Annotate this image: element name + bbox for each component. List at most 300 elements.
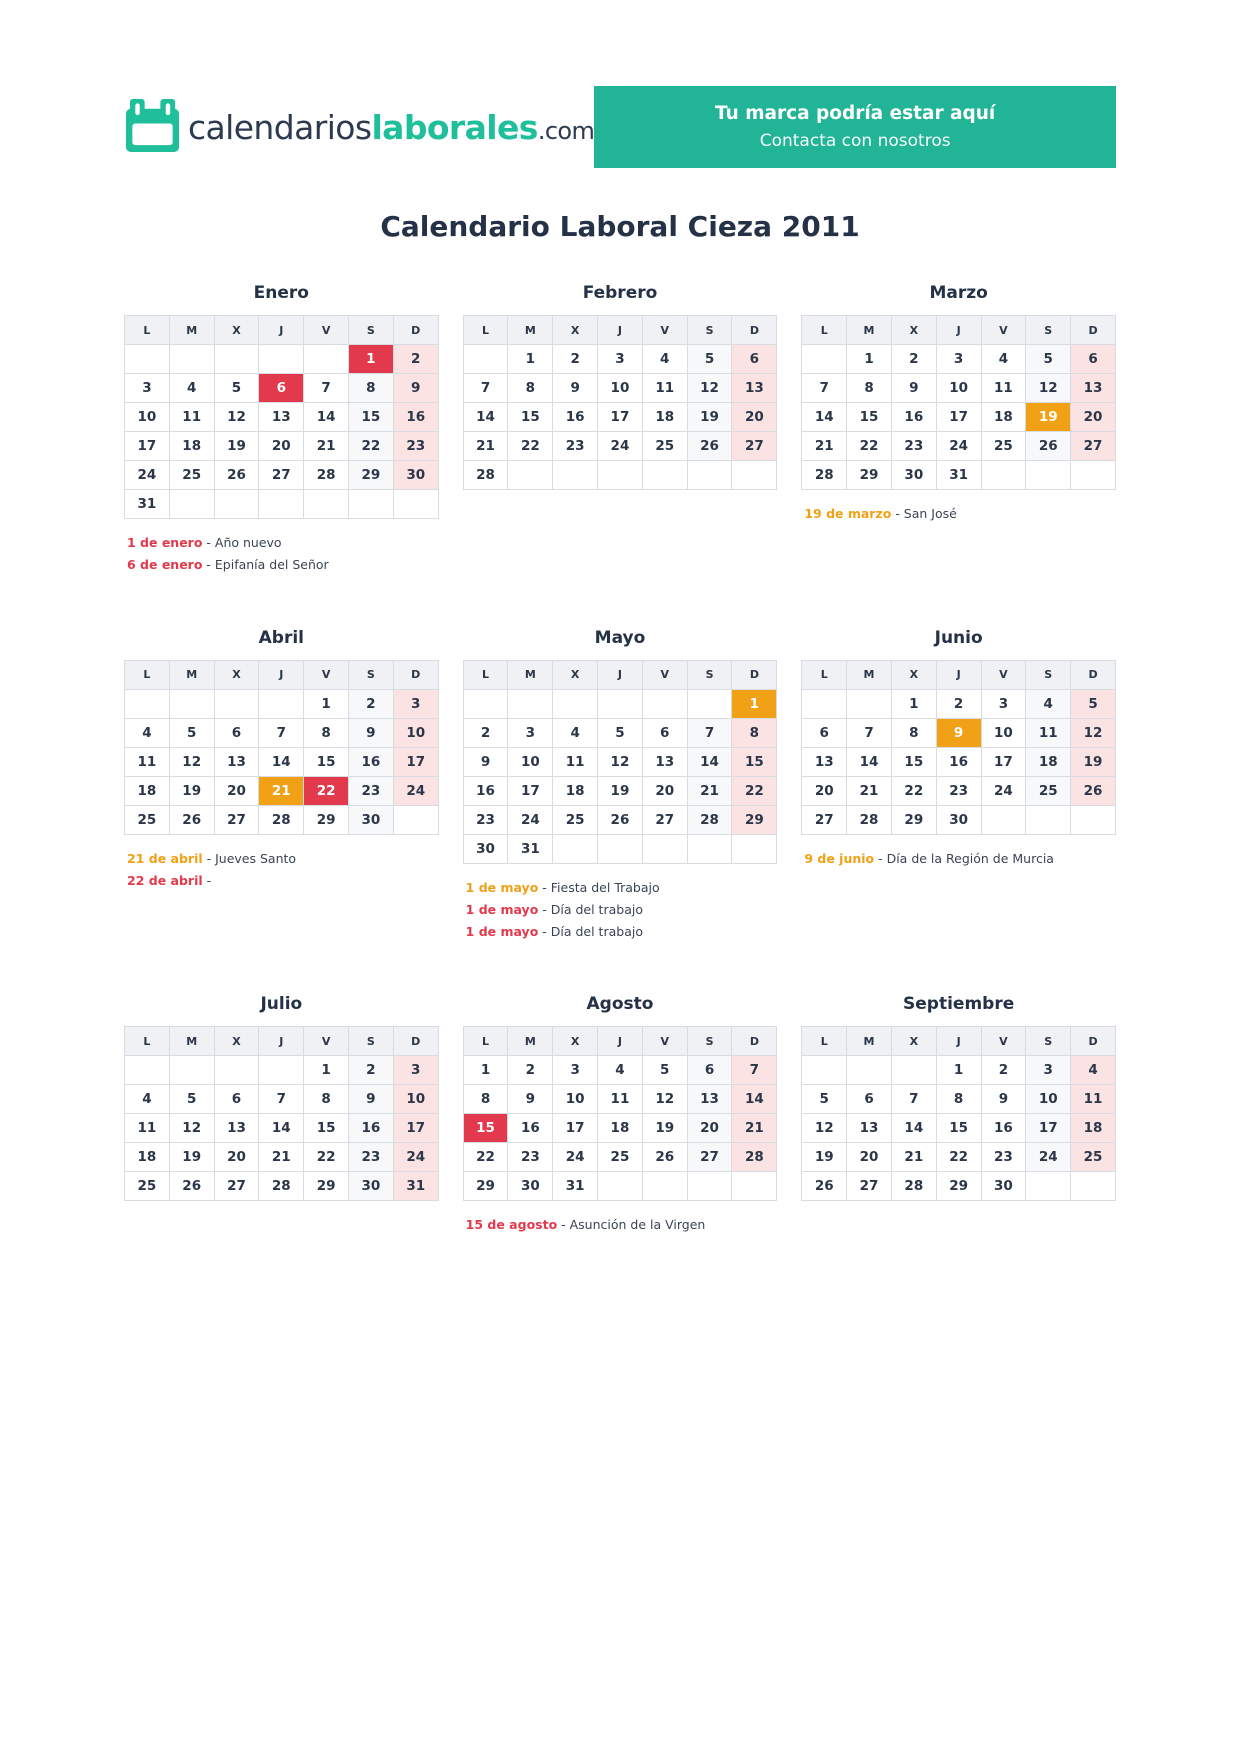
week-row bbox=[463, 805, 777, 834]
empty-day-cell bbox=[214, 689, 259, 718]
holiday-note: 1 de mayo - Día del trabajo bbox=[465, 901, 643, 917]
week-row bbox=[125, 1114, 439, 1143]
day-cell: 10 bbox=[553, 1085, 598, 1114]
day-cell: 27 bbox=[687, 1143, 732, 1172]
day-cell: 28 bbox=[259, 1172, 304, 1201]
day-cell: 1 bbox=[463, 1056, 508, 1085]
day-cell: 20 bbox=[732, 403, 777, 432]
empty-day-cell bbox=[598, 461, 643, 490]
week-row bbox=[125, 689, 439, 718]
day-cell: 12 bbox=[687, 374, 732, 403]
day-cell: 20 bbox=[1071, 403, 1116, 432]
day-cell: 9 bbox=[463, 747, 508, 776]
day-cell: 30 bbox=[393, 461, 438, 490]
day-cell: 27 bbox=[802, 805, 847, 834]
week-row bbox=[463, 461, 777, 490]
day-cell: 13 bbox=[802, 747, 847, 776]
day-cell: 9 bbox=[981, 1085, 1026, 1114]
day-cell: 30 bbox=[508, 1172, 553, 1201]
empty-day-cell bbox=[259, 345, 304, 374]
empty-day-cell bbox=[847, 1056, 892, 1085]
holiday-note-date: 19 de marzo bbox=[804, 506, 892, 521]
week-row bbox=[125, 374, 439, 403]
day-cell: 19 bbox=[687, 403, 732, 432]
month-block bbox=[801, 283, 1116, 525]
week-row bbox=[125, 345, 439, 374]
holiday-note-date: 1 de mayo bbox=[465, 923, 539, 939]
week-row bbox=[463, 776, 777, 805]
empty-day-cell bbox=[642, 834, 687, 863]
holiday-note-date: 1 de enero bbox=[127, 535, 203, 550]
day-cell: 31 bbox=[125, 490, 170, 519]
week-row bbox=[125, 432, 439, 461]
empty-day-cell bbox=[598, 834, 643, 863]
week-row bbox=[463, 718, 777, 747]
holiday-note: 19 de marzo - San José bbox=[804, 506, 957, 521]
day-header-row bbox=[463, 316, 777, 345]
day-cell: 10 bbox=[1026, 1085, 1071, 1114]
day-cell: 11 bbox=[598, 1085, 643, 1114]
empty-day-cell bbox=[169, 345, 214, 374]
day-cell: 21 bbox=[687, 776, 732, 805]
day-header-cell: S bbox=[1026, 1027, 1071, 1056]
day-cell: 6 bbox=[687, 1056, 732, 1085]
holiday-note: 1 de enero - Año nuevo bbox=[127, 535, 282, 550]
week-row bbox=[463, 1114, 777, 1143]
month-notes bbox=[463, 877, 778, 943]
day-cell: 29 bbox=[936, 1172, 981, 1201]
day-cell: 7 bbox=[463, 374, 508, 403]
day-header-cell: J bbox=[598, 316, 643, 345]
month-block bbox=[801, 994, 1116, 1214]
holiday-note-date: 6 de enero bbox=[127, 556, 203, 572]
logo-link[interactable] bbox=[124, 97, 594, 158]
empty-day-cell bbox=[642, 689, 687, 718]
day-header-cell: V bbox=[642, 1027, 687, 1056]
day-cell: 10 bbox=[393, 718, 438, 747]
day-cell: 31 bbox=[936, 461, 981, 490]
day-cell: 5 bbox=[1071, 689, 1116, 718]
month-block bbox=[124, 994, 439, 1214]
day-cell: 23 bbox=[348, 1143, 393, 1172]
day-cell: 18 bbox=[1026, 747, 1071, 776]
month-notes bbox=[124, 848, 439, 892]
month-notes bbox=[463, 1214, 778, 1236]
day-cell: 26 bbox=[642, 1143, 687, 1172]
day-cell: 16 bbox=[348, 747, 393, 776]
day-cell: 3 bbox=[981, 689, 1026, 718]
day-cell: 6 bbox=[1071, 345, 1116, 374]
day-cell: 30 bbox=[348, 1172, 393, 1201]
week-row bbox=[802, 403, 1116, 432]
week-row bbox=[125, 1085, 439, 1114]
day-cell: 10 bbox=[125, 403, 170, 432]
day-header-cell: L bbox=[125, 1027, 170, 1056]
day-cell: 15 bbox=[508, 403, 553, 432]
empty-day-cell bbox=[553, 834, 598, 863]
empty-day-cell bbox=[642, 1172, 687, 1201]
day-cell: 4 bbox=[125, 1085, 170, 1114]
day-header-cell: D bbox=[732, 660, 777, 689]
month-calendar bbox=[124, 315, 439, 519]
day-cell: 3 bbox=[125, 374, 170, 403]
day-cell: 28 bbox=[802, 461, 847, 490]
day-cell: 14 bbox=[687, 747, 732, 776]
day-cell: 8 bbox=[304, 1085, 349, 1114]
day-header-cell: J bbox=[598, 660, 643, 689]
day-cell: 19 bbox=[169, 1143, 214, 1172]
day-cell: 19 bbox=[642, 1114, 687, 1143]
day-cell: 25 bbox=[598, 1143, 643, 1172]
week-row bbox=[802, 1172, 1116, 1201]
month-title: Julio bbox=[260, 994, 303, 1015]
week-row bbox=[802, 1114, 1116, 1143]
day-cell: 16 bbox=[348, 1114, 393, 1143]
day-cell: 10 bbox=[393, 1085, 438, 1114]
day-cell: 18 bbox=[125, 1143, 170, 1172]
day-cell: 27 bbox=[1071, 432, 1116, 461]
day-cell: 3 bbox=[553, 1056, 598, 1085]
day-cell: 11 bbox=[981, 374, 1026, 403]
week-row bbox=[802, 718, 1116, 747]
day-cell: 25 bbox=[981, 432, 1026, 461]
week-row bbox=[463, 1143, 777, 1172]
day-cell: 13 bbox=[847, 1114, 892, 1143]
day-cell: 2 bbox=[393, 345, 438, 374]
day-cell: 8 bbox=[508, 374, 553, 403]
month-block bbox=[463, 283, 778, 503]
empty-day-cell bbox=[169, 689, 214, 718]
logo-text-calendarios: calendarios bbox=[188, 107, 372, 147]
day-cell: 27 bbox=[214, 1172, 259, 1201]
day-header-cell: L bbox=[802, 316, 847, 345]
empty-day-cell bbox=[1071, 461, 1116, 490]
day-cell: 5 bbox=[1026, 345, 1071, 374]
empty-day-cell bbox=[732, 834, 777, 863]
day-cell: 21 bbox=[732, 1114, 777, 1143]
day-cell: 7 bbox=[259, 718, 304, 747]
day-cell: 26 bbox=[687, 432, 732, 461]
month-calendar bbox=[463, 660, 778, 864]
day-cell: 9 bbox=[553, 374, 598, 403]
day-cell: 23 bbox=[936, 776, 981, 805]
empty-day-cell bbox=[393, 805, 438, 834]
day-header-cell: X bbox=[891, 316, 936, 345]
day-cell: 26 bbox=[169, 805, 214, 834]
day-cell: 5 bbox=[687, 345, 732, 374]
empty-day-cell bbox=[214, 345, 259, 374]
day-cell: 29 bbox=[304, 805, 349, 834]
day-cell: 16 bbox=[463, 776, 508, 805]
day-cell: 7 bbox=[304, 374, 349, 403]
day-cell: 14 bbox=[732, 1085, 777, 1114]
month-calendar bbox=[801, 1026, 1116, 1201]
holiday-note-date: 1 de mayo bbox=[465, 901, 539, 917]
day-cell: 7 bbox=[891, 1085, 936, 1114]
day-cell: 21 bbox=[304, 432, 349, 461]
holiday-note: 21 de abril - Jueves Santo bbox=[127, 850, 297, 866]
day-cell: 25 bbox=[1026, 776, 1071, 805]
day-cell: 4 bbox=[1026, 689, 1071, 718]
empty-day-cell bbox=[214, 490, 259, 519]
day-header-cell: D bbox=[732, 316, 777, 345]
day-cell: 30 bbox=[463, 834, 508, 863]
day-header-cell: X bbox=[214, 660, 259, 689]
week-row bbox=[463, 1056, 777, 1085]
month-notes bbox=[801, 848, 1116, 870]
day-cell: 30 bbox=[981, 1172, 1026, 1201]
day-cell: 21 bbox=[259, 1143, 304, 1172]
day-cell: 6 bbox=[214, 1085, 259, 1114]
day-cell: 14 bbox=[259, 747, 304, 776]
empty-day-cell bbox=[259, 689, 304, 718]
day-header-row bbox=[125, 316, 439, 345]
empty-day-cell bbox=[1026, 805, 1071, 834]
day-cell: 11 bbox=[642, 374, 687, 403]
day-cell: 28 bbox=[732, 1143, 777, 1172]
day-cell: 22 bbox=[936, 1143, 981, 1172]
day-cell: 4 bbox=[125, 718, 170, 747]
day-cell: 24 bbox=[508, 805, 553, 834]
day-header-cell: L bbox=[125, 316, 170, 345]
day-header-cell: M bbox=[169, 316, 214, 345]
day-cell: 5 bbox=[598, 718, 643, 747]
day-cell: 22 bbox=[508, 432, 553, 461]
day-cell: 16 bbox=[508, 1114, 553, 1143]
week-row bbox=[802, 1056, 1116, 1085]
day-header-cell: X bbox=[553, 660, 598, 689]
day-header-cell: X bbox=[214, 1027, 259, 1056]
day-cell: 6 bbox=[802, 718, 847, 747]
day-header-row bbox=[125, 660, 439, 689]
week-row bbox=[802, 776, 1116, 805]
day-cell: 2 bbox=[348, 1056, 393, 1085]
ad-banner-title: Tu marca podría estar aquí bbox=[715, 103, 996, 124]
holiday-note-date: 15 de agosto bbox=[465, 1217, 558, 1233]
day-cell: 10 bbox=[598, 374, 643, 403]
day-cell: 9 bbox=[348, 718, 393, 747]
holiday-note: 6 de enero - Epifanía del Señor bbox=[127, 556, 329, 572]
empty-day-cell bbox=[259, 490, 304, 519]
day-cell: 13 bbox=[214, 747, 259, 776]
day-header-cell: D bbox=[393, 1027, 438, 1056]
day-cell: 24 bbox=[393, 776, 438, 805]
empty-day-cell bbox=[463, 689, 508, 718]
day-cell: 24 bbox=[936, 432, 981, 461]
empty-day-cell bbox=[1026, 1172, 1071, 1201]
month-notes bbox=[124, 532, 439, 576]
holiday-note: 1 de mayo - Día del trabajo bbox=[465, 923, 643, 939]
day-header-cell: L bbox=[125, 660, 170, 689]
day-cell: 23 bbox=[508, 1143, 553, 1172]
month-title: Enero bbox=[253, 283, 309, 303]
day-cell: 18 bbox=[169, 432, 214, 461]
day-cell: 14 bbox=[304, 403, 349, 432]
day-cell: 8 bbox=[936, 1085, 981, 1114]
day-cell: 19 bbox=[598, 776, 643, 805]
day-header-cell: J bbox=[259, 316, 304, 345]
empty-day-cell bbox=[125, 689, 170, 718]
day-cell: 7 bbox=[802, 374, 847, 403]
empty-day-cell bbox=[508, 689, 553, 718]
day-cell: 24 bbox=[393, 1143, 438, 1172]
day-header-cell: S bbox=[1026, 660, 1071, 689]
day-header-cell: S bbox=[1026, 316, 1071, 345]
day-cell: 14 bbox=[463, 403, 508, 432]
day-cell: 22 bbox=[732, 776, 777, 805]
day-cell: 4 bbox=[1071, 1056, 1116, 1085]
day-header-cell: J bbox=[936, 660, 981, 689]
day-cell: 12 bbox=[169, 747, 214, 776]
month-block bbox=[463, 628, 778, 943]
day-cell: 7 bbox=[847, 718, 892, 747]
day-cell: 1 bbox=[304, 1056, 349, 1085]
day-header-cell: M bbox=[847, 660, 892, 689]
month-block bbox=[124, 283, 439, 576]
day-cell: 6 bbox=[847, 1085, 892, 1114]
day-cell: 23 bbox=[348, 776, 393, 805]
day-header-cell: M bbox=[847, 316, 892, 345]
day-cell: 3 bbox=[508, 718, 553, 747]
week-row bbox=[125, 461, 439, 490]
day-cell: 24 bbox=[553, 1143, 598, 1172]
day-cell: 26 bbox=[802, 1172, 847, 1201]
day-header-cell: S bbox=[348, 660, 393, 689]
day-header-cell: X bbox=[553, 1027, 598, 1056]
holiday-note: 9 de junio - Día de la Región de Murcia bbox=[804, 850, 1054, 866]
day-cell: 18 bbox=[125, 776, 170, 805]
day-cell: 28 bbox=[304, 461, 349, 490]
day-cell: 6 bbox=[259, 374, 304, 403]
day-cell: 29 bbox=[891, 805, 936, 834]
empty-day-cell bbox=[1071, 1172, 1116, 1201]
day-header-row bbox=[802, 316, 1116, 345]
day-cell: 8 bbox=[463, 1085, 508, 1114]
week-row bbox=[463, 403, 777, 432]
month-title: Agosto bbox=[586, 994, 654, 1015]
day-cell: 15 bbox=[847, 403, 892, 432]
day-cell: 7 bbox=[687, 718, 732, 747]
day-cell: 8 bbox=[847, 374, 892, 403]
page-title: Calendario Laboral Cieza 2011 bbox=[380, 210, 860, 243]
day-cell: 28 bbox=[259, 805, 304, 834]
day-cell: 25 bbox=[553, 805, 598, 834]
day-cell: 25 bbox=[642, 432, 687, 461]
day-header-cell: J bbox=[259, 660, 304, 689]
day-cell: 13 bbox=[214, 1114, 259, 1143]
day-header-cell: L bbox=[463, 1027, 508, 1056]
day-header-cell: D bbox=[393, 316, 438, 345]
day-cell: 1 bbox=[508, 345, 553, 374]
empty-day-cell bbox=[981, 805, 1026, 834]
day-cell: 25 bbox=[1071, 1143, 1116, 1172]
day-cell: 23 bbox=[981, 1143, 1026, 1172]
day-header-cell: S bbox=[348, 316, 393, 345]
day-cell: 15 bbox=[936, 1114, 981, 1143]
day-cell: 19 bbox=[1026, 403, 1071, 432]
day-cell: 5 bbox=[169, 1085, 214, 1114]
week-row bbox=[802, 432, 1116, 461]
day-cell: 27 bbox=[259, 461, 304, 490]
day-cell: 2 bbox=[553, 345, 598, 374]
day-cell: 23 bbox=[891, 432, 936, 461]
day-header-cell: M bbox=[508, 316, 553, 345]
day-cell: 4 bbox=[169, 374, 214, 403]
day-cell: 15 bbox=[304, 1114, 349, 1143]
day-cell: 4 bbox=[598, 1056, 643, 1085]
empty-day-cell bbox=[125, 345, 170, 374]
holiday-note: 22 de abril - bbox=[127, 872, 212, 888]
day-cell: 10 bbox=[508, 747, 553, 776]
day-header-cell: M bbox=[169, 660, 214, 689]
empty-day-cell bbox=[981, 461, 1026, 490]
month-calendar bbox=[124, 660, 439, 835]
day-cell: 11 bbox=[125, 1114, 170, 1143]
month-calendar bbox=[463, 315, 778, 490]
day-cell: 9 bbox=[891, 374, 936, 403]
day-cell: 15 bbox=[891, 747, 936, 776]
day-cell: 20 bbox=[214, 776, 259, 805]
month-calendar bbox=[124, 1026, 439, 1201]
day-cell: 13 bbox=[259, 403, 304, 432]
holiday-note-date: 9 de junio bbox=[804, 850, 875, 866]
day-header-cell: M bbox=[169, 1027, 214, 1056]
day-cell: 26 bbox=[1071, 776, 1116, 805]
day-cell: 2 bbox=[936, 689, 981, 718]
day-header-cell: J bbox=[936, 316, 981, 345]
day-cell: 16 bbox=[393, 403, 438, 432]
week-row bbox=[802, 747, 1116, 776]
day-cell: 9 bbox=[393, 374, 438, 403]
empty-day-cell bbox=[802, 689, 847, 718]
day-header-cell: S bbox=[348, 1027, 393, 1056]
day-cell: 7 bbox=[732, 1056, 777, 1085]
week-row bbox=[125, 747, 439, 776]
month-calendar bbox=[801, 660, 1116, 835]
holiday-note-date: 21 de abril bbox=[127, 850, 203, 866]
ad-banner-contact-link: Contacta con nosotros bbox=[759, 131, 951, 151]
logo-text bbox=[188, 108, 594, 147]
week-row bbox=[125, 1056, 439, 1085]
day-header-cell: X bbox=[553, 316, 598, 345]
empty-day-cell bbox=[1071, 805, 1116, 834]
day-cell: 8 bbox=[732, 718, 777, 747]
day-cell: 17 bbox=[393, 1114, 438, 1143]
month-notes bbox=[801, 503, 1116, 525]
day-cell: 2 bbox=[508, 1056, 553, 1085]
day-cell: 24 bbox=[1026, 1143, 1071, 1172]
day-cell: 23 bbox=[553, 432, 598, 461]
day-cell: 17 bbox=[936, 403, 981, 432]
day-cell: 21 bbox=[463, 432, 508, 461]
day-cell: 16 bbox=[553, 403, 598, 432]
week-row bbox=[463, 1172, 777, 1201]
day-cell: 25 bbox=[125, 1172, 170, 1201]
empty-day-cell bbox=[463, 345, 508, 374]
ad-banner[interactable] bbox=[594, 86, 1116, 168]
day-header-cell: J bbox=[598, 1027, 643, 1056]
logo-text-laborales: laborales bbox=[371, 107, 538, 147]
day-cell: 2 bbox=[348, 689, 393, 718]
day-cell: 20 bbox=[687, 1114, 732, 1143]
day-cell: 4 bbox=[981, 345, 1026, 374]
month-block bbox=[124, 628, 439, 892]
week-row bbox=[802, 374, 1116, 403]
day-cell: 21 bbox=[259, 776, 304, 805]
day-cell: 16 bbox=[891, 403, 936, 432]
day-header-cell: J bbox=[259, 1027, 304, 1056]
day-header-row bbox=[802, 660, 1116, 689]
